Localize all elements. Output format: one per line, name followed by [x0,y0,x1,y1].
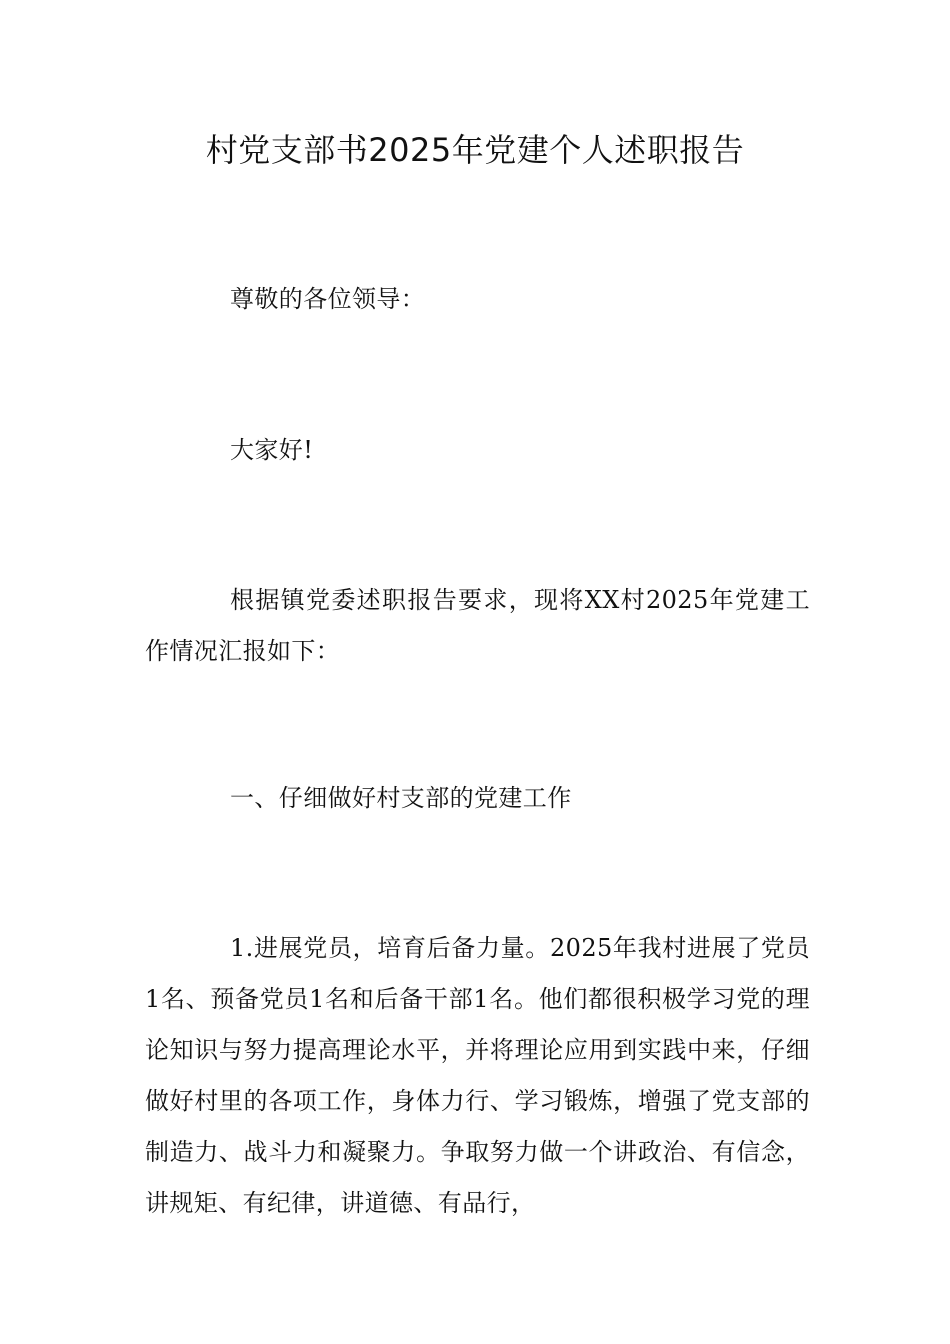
greeting-paragraph: 大家好! [230,436,314,464]
document-title: 村党支部书2025年党建个人述职报告 [205,131,745,169]
salutation-paragraph: 尊敬的各位领导： [230,285,426,313]
intro-paragraph: 根据镇党委述职报告要求，现将XX村2025年党建工作情况汇报如下： [145,586,810,665]
section-heading: 一、仔细做好村支部的党建工作 [230,784,572,812]
body-paragraph: 1.进展党员，培育后备力量。2025年我村进展了党员1名、预备党员1名和后备干部1名。他们都很积极学习党的理论知识与努力提高理论水平，并将理论应用到实践中来，仔细做好村里的各项工作，身体力行、学习锻炼，增强了党支部的制造力、战斗力和凝聚力。争取努力做一个讲政治、有信念，讲规矩、有纪律，讲道德、有品行， [145,934,810,1217]
